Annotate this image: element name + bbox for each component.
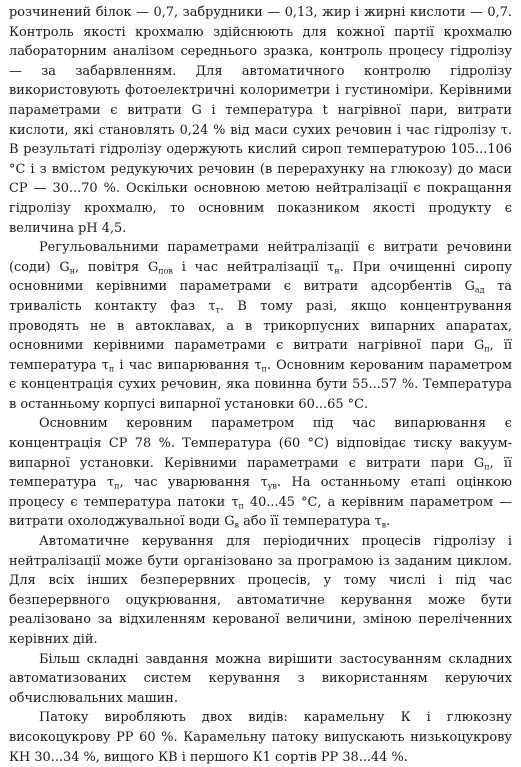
text-run: 40...45 °С, а керівним параметром — витрати охолоджувальної води G	[9, 494, 513, 530]
subscript: н	[69, 266, 76, 276]
subscript: н	[334, 266, 340, 276]
text-run: Автоматичне керування для періодичних процесів гідролізу і нейтралізації може бути організовано за програмою із заданим циклом. Для всіх інших безперервних процесів, у тому числі і під час безперервного оцукрювання, автоматичне керування може бути реалізовано за відхиленням керованої величини, зміною переліченних керівних дій.	[9, 534, 512, 647]
subscript: п	[114, 481, 120, 491]
subscript: п	[108, 364, 115, 374]
subscript: в	[381, 520, 387, 530]
text-run: . При очищенні сиропу основними керівними параметрами є витрати адсорбентів G	[9, 259, 512, 295]
text-run: та тривалість контакту фаз τ	[9, 279, 512, 314]
paragraph-p2	[9, 238, 512, 414]
subscript: п	[484, 344, 490, 354]
text-run: . Основним керованим параметром є концентрація сухих речовин, яка повинна бути 55...57 %. Температура в останньому корпусі випарної установки 60...65 °С.	[9, 357, 513, 412]
text-run: . В тому разі, якщо концентрування проводять не в автоклавах, а в трикорпусних випарних апаратах, основними керівними параметрами є витрати нагрівної пари G	[9, 298, 512, 354]
subscript: пов	[158, 266, 173, 276]
subscript: в	[234, 520, 240, 530]
subscript: п	[484, 462, 490, 472]
text-run: і час нейтралізації τ	[172, 259, 335, 275]
subscript: п	[238, 501, 244, 511]
text-run: розчинений білок — 0,7, забрудники — 0,13, жир і жирні кислоти — 0,7. Контроль якості крохмалю здійснюють для кожної партії крохмалю лабораторним аналізом середнього зразка, контроль процесу гідролізу — за забарвленням. Для автоматичного контролю гідролізу використовують фотоелектричні колориметри і густиноміри. Керівними параметрами є витрати G і температура t нагрівної пари, витрати кислоти, які становлять 0,24 % від маси сухих речовин і час гідролізу τ. В результаті гідролізу одержують кислий сироп температурою 105...106 °С і з вмістом редукуючих речовин (в перерахунку на глюкозу) до маси СР — 30...70 %. Оскільки основною метою нейтралізації є покращання гідролізу крохмалю, то основним показником якості продукту є величина рН 4,5.	[9, 5, 512, 236]
text-run: Регульовальними параметрами нейтралізації є витрати речовини (соди) G	[9, 240, 512, 275]
text-run: або її температура τ	[239, 514, 382, 530]
paragraph-p4	[9, 532, 512, 650]
subscript: ад	[474, 285, 485, 295]
paragraph-p3	[9, 414, 512, 532]
text-run: Основним керовним параметром під час випарювання є концентрація СР 78 %. Температура (60 °С) відповідає тиску вакуум-випарної установки. Керівними параметрами є витрати пари G	[9, 416, 512, 471]
paragraph-p6	[9, 708, 512, 767]
text-run: . На останньому етапі оцінкою процесу є температура патоки τ	[9, 475, 513, 510]
paragraph-p5	[9, 650, 512, 709]
text-run: , її температура τ	[9, 455, 512, 491]
text-run: Більш складні завдання можна вирішити застосуванням складних автоматизованих систем керування з використанням керуючих обчислювальних машин.	[9, 651, 512, 706]
text-run: Патоку виробляють двох видів: карамельну К і глюкозну високоцукрову РР 60 %. Карамельну патоку випускають низькоцукрову КН 30...34 %, вищого КВ і першого К1 сортів РР 38...44 %.	[9, 710, 512, 765]
text-run: , повітря G	[75, 259, 159, 275]
paragraph-p1	[9, 3, 512, 238]
text-run: і час випарювання τ	[114, 357, 262, 373]
subscript: ув	[267, 481, 277, 491]
text-run: , час уварювання τ	[119, 475, 268, 491]
subscript: т	[215, 305, 220, 315]
text-run: .	[386, 514, 391, 530]
subscript: п	[261, 364, 267, 374]
text-run: , її температура τ	[9, 338, 512, 373]
